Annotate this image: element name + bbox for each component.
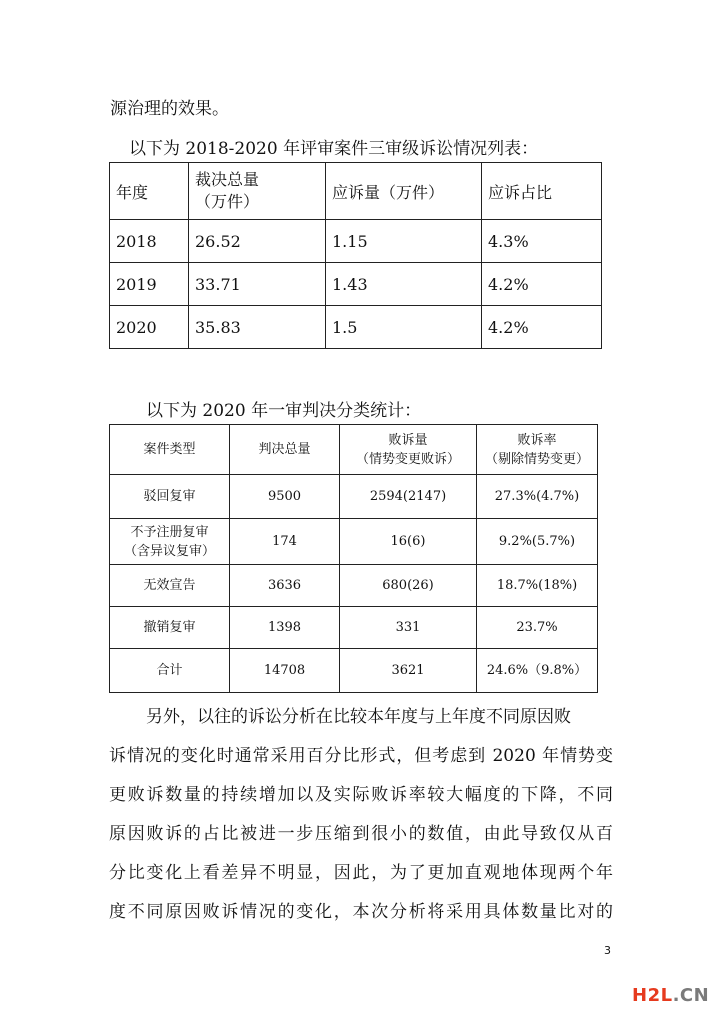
cell: 3621 [340, 649, 477, 693]
header-cell: 案件类型 [110, 425, 230, 475]
table-header-row [110, 425, 598, 475]
body-line: 另外，以往的诉讼分析在比较本年度与上年度不同原因败 [146, 707, 571, 727]
watermark-part2: .CN [672, 985, 710, 1006]
table-row [110, 263, 602, 306]
cell: 1.15 [326, 220, 482, 263]
header-cell: 判决总量 [230, 425, 340, 475]
header-cell: 年度 [110, 163, 189, 220]
judgment-table [109, 424, 598, 693]
page-number: 3 [604, 944, 611, 957]
cell: 2019 [110, 263, 189, 306]
cell: 4.2% [482, 263, 602, 306]
cell: 2594(2147) [340, 475, 477, 519]
cell: 4.3% [482, 220, 602, 263]
intro-line: 源治理的效果。 [110, 99, 229, 119]
header-cell: 裁决总量 （万件） [189, 163, 326, 220]
cell: 26.52 [189, 220, 326, 263]
cell: 33.71 [189, 263, 326, 306]
header-cell: 败诉量 （情势变更败诉） [340, 425, 477, 475]
body-line: 原因败诉的占比被进一步压缩到很小的数值，由此导致仅从百 [109, 824, 613, 844]
table1-caption: 以下为 2018-2020 年评审案件三审级诉讼情况列表： [129, 139, 539, 159]
cell: 3636 [230, 565, 340, 607]
cell: 174 [230, 519, 340, 565]
cell: 9500 [230, 475, 340, 519]
body-line: 分比变化上看差异不明显，因此，为了更加直观地体现两个年 [109, 863, 613, 883]
cell: 驳回复审 [110, 475, 230, 519]
table2-caption: 以下为 2020 年一审判决分类统计： [146, 401, 422, 421]
cell: 18.7%(18%) [477, 565, 598, 607]
cell: 35.83 [189, 306, 326, 349]
cell: 331 [340, 607, 477, 649]
table-row [110, 220, 602, 263]
cell: 680(26) [340, 565, 477, 607]
cell: 1.5 [326, 306, 482, 349]
table-row [110, 306, 602, 349]
table-row [110, 565, 598, 607]
header-cell: 败诉率 （剔除情势变更） [477, 425, 598, 475]
cell: 4.2% [482, 306, 602, 349]
cell: 无效宣告 [110, 565, 230, 607]
cell: 不予注册复审 （含异议复审） [110, 519, 230, 565]
cell: 27.3%(4.7%) [477, 475, 598, 519]
header-cell: 应诉量（万件） [326, 163, 482, 220]
cell: 16(6) [340, 519, 477, 565]
litigation-table [109, 162, 602, 349]
cell: 9.2%(5.7%) [477, 519, 598, 565]
watermark-part1: H2L [632, 985, 673, 1006]
body-line: 更败诉数量的持续增加以及实际败诉率较大幅度的下降，不同 [109, 785, 613, 805]
cell: 1.43 [326, 263, 482, 306]
watermark-logo [632, 985, 709, 1006]
table-header-row [110, 163, 602, 220]
table-row [110, 475, 598, 519]
cell: 23.7% [477, 607, 598, 649]
body-line: 诉情况的变化时通常采用百分比形式，但考虑到 2020 年情势变 [109, 746, 613, 766]
cell: 撤销复审 [110, 607, 230, 649]
cell: 14708 [230, 649, 340, 693]
table-row [110, 607, 598, 649]
table-row [110, 519, 598, 565]
cell: 2020 [110, 306, 189, 349]
cell: 2018 [110, 220, 189, 263]
cell: 1398 [230, 607, 340, 649]
body-line: 度不同原因败诉情况的变化，本次分析将采用具体数量比对的 [109, 902, 613, 922]
table-total-row [110, 649, 598, 693]
header-cell: 应诉占比 [482, 163, 602, 220]
cell: 合计 [110, 649, 230, 693]
cell: 24.6%（9.8%） [477, 649, 598, 693]
